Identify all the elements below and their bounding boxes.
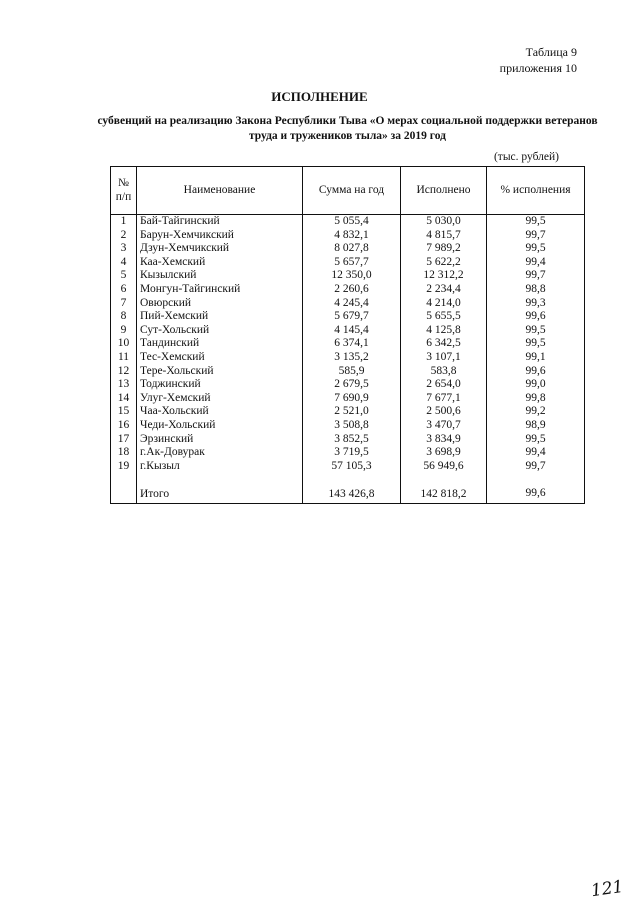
row-num: 17 — [111, 433, 137, 447]
row-num: 8 — [111, 310, 137, 324]
row-name: Тандинский — [137, 337, 303, 351]
row-pct: 99,7 — [487, 229, 585, 243]
row-name: Сут-Хольский — [137, 324, 303, 338]
row-pct: 99,6 — [487, 365, 585, 379]
table-row — [111, 433, 585, 447]
row-done: 3 470,7 — [401, 419, 487, 433]
row-num: 5 — [111, 269, 137, 283]
total-label: Итого — [137, 487, 303, 503]
row-num: 7 — [111, 297, 137, 311]
row-pct: 99,2 — [487, 405, 585, 419]
row-plan: 5 055,4 — [303, 215, 401, 229]
row-name: Монгун-Тайгинский — [137, 283, 303, 297]
row-done: 3 698,9 — [401, 446, 487, 460]
row-done: 6 342,5 — [401, 337, 487, 351]
row-num: 13 — [111, 378, 137, 392]
total-plan: 143 426,8 — [303, 487, 401, 503]
table-row — [111, 351, 585, 365]
row-num: 16 — [111, 419, 137, 433]
row-plan: 3 508,8 — [303, 419, 401, 433]
row-num: 18 — [111, 446, 137, 460]
row-pct: 99,4 — [487, 256, 585, 270]
row-done: 5 655,5 — [401, 310, 487, 324]
row-name: Барун-Хемчикский — [137, 229, 303, 243]
table-body — [111, 215, 585, 504]
row-name: Кызылский — [137, 269, 303, 283]
row-plan: 4 832,1 — [303, 229, 401, 243]
row-num: 6 — [111, 283, 137, 297]
row-done: 5 030,0 — [401, 215, 487, 229]
row-name: г.Кызыл — [137, 460, 303, 474]
row-pct: 99,5 — [487, 337, 585, 351]
row-plan: 57 105,3 — [303, 460, 401, 474]
table-row — [111, 310, 585, 324]
row-done: 4 214,0 — [401, 297, 487, 311]
table-row — [111, 446, 585, 460]
table-row — [111, 269, 585, 283]
row-pct: 99,4 — [487, 446, 585, 460]
row-name: Тере-Хольский — [137, 365, 303, 379]
row-plan: 7 690,9 — [303, 392, 401, 406]
table-row — [111, 256, 585, 270]
row-plan: 5 679,7 — [303, 310, 401, 324]
row-name: Тес-Хемский — [137, 351, 303, 365]
row-plan: 4 245,4 — [303, 297, 401, 311]
table-row — [111, 392, 585, 406]
table-row — [111, 324, 585, 338]
table-row — [111, 215, 585, 229]
column-header-pct: % исполнения — [487, 167, 585, 215]
row-num: 4 — [111, 256, 137, 270]
row-done: 3 107,1 — [401, 351, 487, 365]
document-subtitle-line-2: труда и тружеников тыла» за 2019 год — [249, 130, 446, 142]
table-row — [111, 419, 585, 433]
row-pct: 99,7 — [487, 460, 585, 474]
row-done: 5 622,2 — [401, 256, 487, 270]
row-done: 4 125,8 — [401, 324, 487, 338]
row-name: г.Ак-Довурак — [137, 446, 303, 460]
row-done: 2 500,6 — [401, 405, 487, 419]
row-num: 12 — [111, 365, 137, 379]
table-header — [111, 167, 585, 215]
row-pct: 99,6 — [487, 310, 585, 324]
row-name: Овюрский — [137, 297, 303, 311]
row-pct: 99,0 — [487, 378, 585, 392]
document-subtitle-line-1: субвенций на реализацию Закона Республики Тыва «О мерах социальной поддержки ветеранов — [97, 115, 598, 127]
row-name: Чеди-Хольский — [137, 419, 303, 433]
row-plan: 585,9 — [303, 365, 401, 379]
row-done: 12 312,2 — [401, 269, 487, 283]
column-header-done: Исполнено — [401, 167, 487, 215]
table-reference: Таблица 9 — [525, 45, 577, 59]
document-title: ИСПОЛНЕНИЕ — [271, 89, 368, 104]
row-pct: 99,3 — [487, 297, 585, 311]
row-name: Каа-Хемский — [137, 256, 303, 270]
table-row — [111, 378, 585, 392]
row-num: 14 — [111, 392, 137, 406]
table-row — [111, 405, 585, 419]
row-pct: 98,9 — [487, 419, 585, 433]
row-pct: 99,5 — [487, 324, 585, 338]
row-num: 11 — [111, 351, 137, 365]
row-name: Дзун-Хемчикский — [137, 242, 303, 256]
table-row — [111, 365, 585, 379]
row-plan: 4 145,4 — [303, 324, 401, 338]
row-done: 4 815,7 — [401, 229, 487, 243]
row-name: Бай-Тайгинский — [137, 215, 303, 229]
row-plan: 3 852,5 — [303, 433, 401, 447]
row-name: Улуг-Хемский — [137, 392, 303, 406]
row-num: 15 — [111, 405, 137, 419]
row-name: Тоджинский — [137, 378, 303, 392]
table-spacer-row — [111, 473, 585, 487]
unit-label: (тыс. рублей) — [493, 151, 559, 163]
row-done: 7 989,2 — [401, 242, 487, 256]
column-header-num: № п/п — [111, 167, 137, 215]
row-name: Эрзинский — [137, 433, 303, 447]
row-pct: 98,8 — [487, 283, 585, 297]
row-pct: 99,5 — [487, 215, 585, 229]
row-plan: 2 260,6 — [303, 283, 401, 297]
row-done: 7 677,1 — [401, 392, 487, 406]
row-pct: 99,8 — [487, 392, 585, 406]
row-plan: 2 679,5 — [303, 378, 401, 392]
table-row — [111, 283, 585, 297]
row-plan: 12 350,0 — [303, 269, 401, 283]
row-pct: 99,7 — [487, 269, 585, 283]
row-plan: 2 521,0 — [303, 405, 401, 419]
row-num: 2 — [111, 229, 137, 243]
table-row — [111, 460, 585, 474]
column-header-plan: Сумма на год — [303, 167, 401, 215]
page-number: 121 — [589, 876, 625, 902]
row-name: Пий-Хемский — [137, 310, 303, 324]
table-total-row — [111, 487, 585, 503]
row-done: 583,8 — [401, 365, 487, 379]
row-num: 3 — [111, 242, 137, 256]
row-name: Чаа-Хольский — [137, 405, 303, 419]
row-num: 19 — [111, 460, 137, 474]
table-header-row — [111, 167, 585, 215]
table-row — [111, 337, 585, 351]
row-num: 1 — [111, 215, 137, 229]
total-done: 142 818,2 — [401, 487, 487, 503]
row-plan: 5 657,7 — [303, 256, 401, 270]
row-pct: 99,5 — [487, 242, 585, 256]
row-num: 9 — [111, 324, 137, 338]
row-plan: 8 027,8 — [303, 242, 401, 256]
row-pct: 99,5 — [487, 433, 585, 447]
row-pct: 99,1 — [487, 351, 585, 365]
execution-table — [110, 166, 585, 504]
row-done: 2 234,4 — [401, 283, 487, 297]
table-row — [111, 229, 585, 243]
row-done: 3 834,9 — [401, 433, 487, 447]
table-row — [111, 242, 585, 256]
row-done: 56 949,6 — [401, 460, 487, 474]
row-num: 10 — [111, 337, 137, 351]
total-pct: 99,6 — [487, 487, 585, 503]
row-plan: 6 374,1 — [303, 337, 401, 351]
table-row — [111, 297, 585, 311]
appendix-reference: приложения 10 — [499, 61, 577, 75]
row-plan: 3 135,2 — [303, 351, 401, 365]
row-done: 2 654,0 — [401, 378, 487, 392]
column-header-name: Наименование — [137, 167, 303, 215]
row-plan: 3 719,5 — [303, 446, 401, 460]
